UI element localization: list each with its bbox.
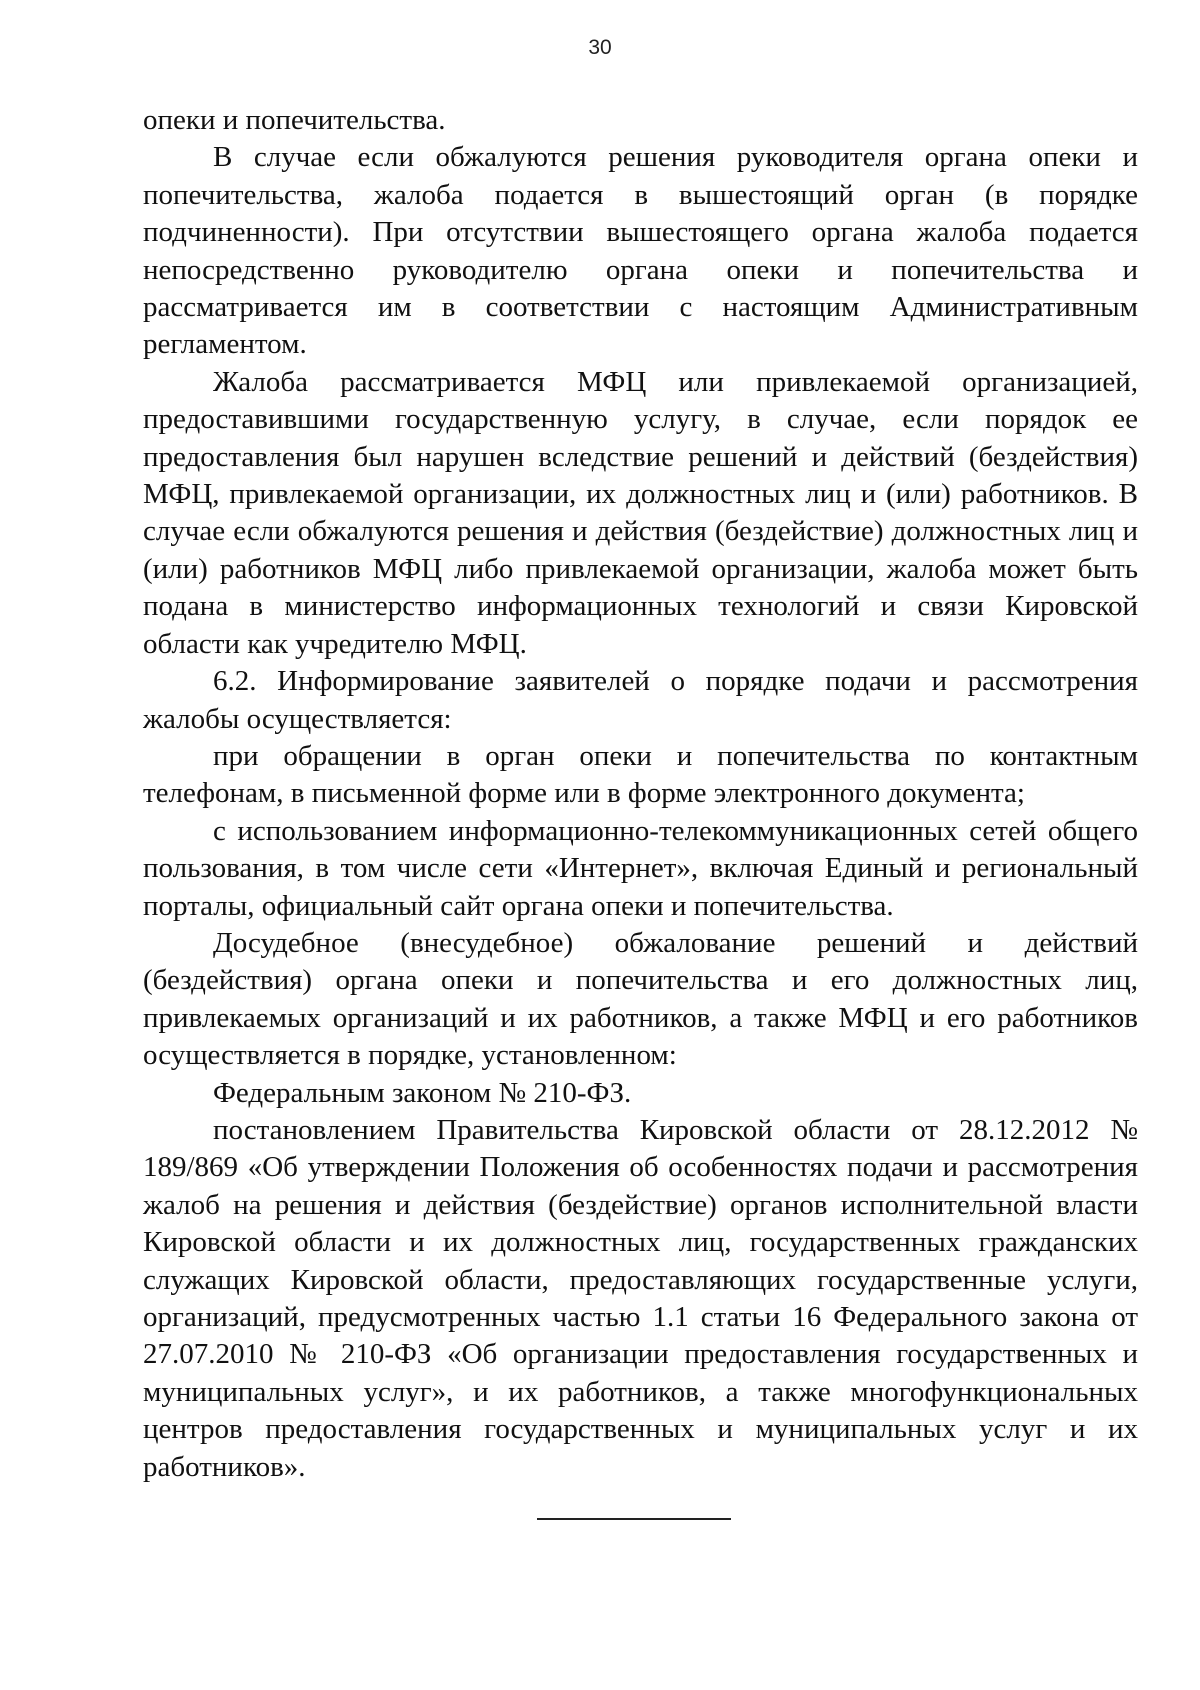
paragraph-government-resolution: постановлением Правительства Кировской области от 28.12.2012 № 189/869 «Об утверждении Положения об особенностях подачи и рассмотрения жалоб на решения и действия (бездействие) органов исполнительной власти Кировской области и их должностных лиц, государственных гражданских служащих Кировской области, предоставляющих государственные услуги, организаций, предусмотренных частью 1.1 статьи 16 Федерального закона от 27.07.2010 № 210-ФЗ «Об организации предоставления государственных и муниципальных услуг», и их работников, а также многофункциональных центров предоставления государственных и муниципальных услуг и их работников».	[143, 1113, 1138, 1483]
paragraph-internet-methods: с использованием информационно-телекоммуникационных сетей общего пользования, в том числе сети «Интернет», включая Единый и региональный порталы, официальный сайт органа опеки и попечительства.	[143, 814, 1138, 922]
paragraph-mfc-complaint: Жалоба рассматривается МФЦ или привлекаемой организацией, предоставившими государственную услугу, в случае, если порядок ее предоставления был нарушен вследствие решений и действий (бездействия) МФЦ, привлекаемой организации, их должностных лиц и (или) работников. В случае если обжалуются решения и действия (бездействие) должностных лиц и (или) работников МФЦ либо привлекаемой организации, жалоба может быть подана в министерство информационных технологий и связи Кировской области как учредителю МФЦ.	[143, 365, 1138, 660]
document-body	[143, 102, 1138, 1486]
paragraph-federal-law: Федеральным законом № 210-ФЗ.	[213, 1076, 632, 1109]
closing-divider	[537, 1518, 731, 1520]
paragraph-contact-methods: при обращении в орган опеки и попечительства по контактным телефонам, в письменной форме или в форме электронного документа;	[143, 739, 1138, 810]
paragraph-section-6-2: 6.2. Информирование заявителей о порядке подачи и рассмотрения жалобы осуществляется:	[143, 665, 1138, 735]
paragraph-pretrial-appeal: Досудебное (внесудебное) обжалование решений и действий (бездействия) органа опеки и попечительства и его должностных лиц, привлекаемых организаций и их работников, а также МФЦ и его работников осуществляется в порядке, установленном:	[143, 926, 1138, 1072]
paragraph-continuation: опеки и попечительства.	[143, 104, 446, 136]
paragraph-superior-authority-complaint: В случае если обжалуются решения руководителя органа опеки и попечительства, жалоба подается в вышестоящий орган (в порядке подчиненности). При отсутствии вышестоящего органа жалоба подается непосредственно руководителю органа опеки и попечительства и рассматривается им в соответствии с настоящим Административным регламентом.	[143, 141, 1138, 361]
page-number: 30	[588, 36, 612, 59]
